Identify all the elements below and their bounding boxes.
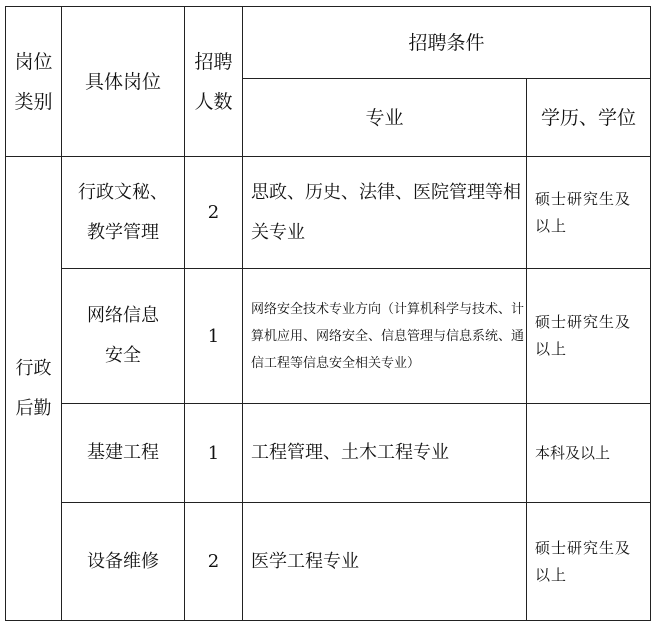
count-cell: 1	[185, 269, 243, 404]
position-cell: 基建工程	[62, 404, 185, 503]
education-cell: 硕士研究生及以上	[527, 269, 651, 404]
header-category: 岗位类别	[6, 7, 62, 157]
education-cell: 硕士研究生及以上	[527, 503, 651, 621]
header-education: 学历、学位	[527, 79, 651, 157]
header-major: 专业	[243, 79, 527, 157]
position-cell: 设备维修	[62, 503, 185, 621]
table-row	[6, 269, 651, 404]
recruitment-table	[5, 6, 651, 621]
count-cell: 1	[185, 404, 243, 503]
header-position: 具体岗位	[62, 7, 185, 157]
position-cell: 网络信息安全	[62, 269, 185, 404]
header-conditions: 招聘条件	[243, 7, 651, 79]
table-row	[6, 503, 651, 621]
position-cell: 行政文秘、教学管理	[62, 157, 185, 269]
education-cell: 硕士研究生及以上	[527, 157, 651, 269]
count-cell: 2	[185, 157, 243, 269]
major-cell: 工程管理、土木工程专业	[243, 404, 527, 503]
count-cell: 2	[185, 503, 243, 621]
table-row	[6, 404, 651, 503]
major-cell: 思政、历史、法律、医院管理等相关专业	[243, 157, 527, 269]
major-cell: 医学工程专业	[243, 503, 527, 621]
category-cell: 行政后勤	[6, 157, 62, 621]
education-cell: 本科及以上	[527, 404, 651, 503]
major-cell: 网络安全技术专业方向（计算机科学与技术、计算机应用、网络安全、信息管理与信息系统、通信工程等信息安全相关专业）	[243, 269, 527, 404]
header-headcount: 招聘人数	[185, 7, 243, 157]
table-row	[6, 157, 651, 269]
